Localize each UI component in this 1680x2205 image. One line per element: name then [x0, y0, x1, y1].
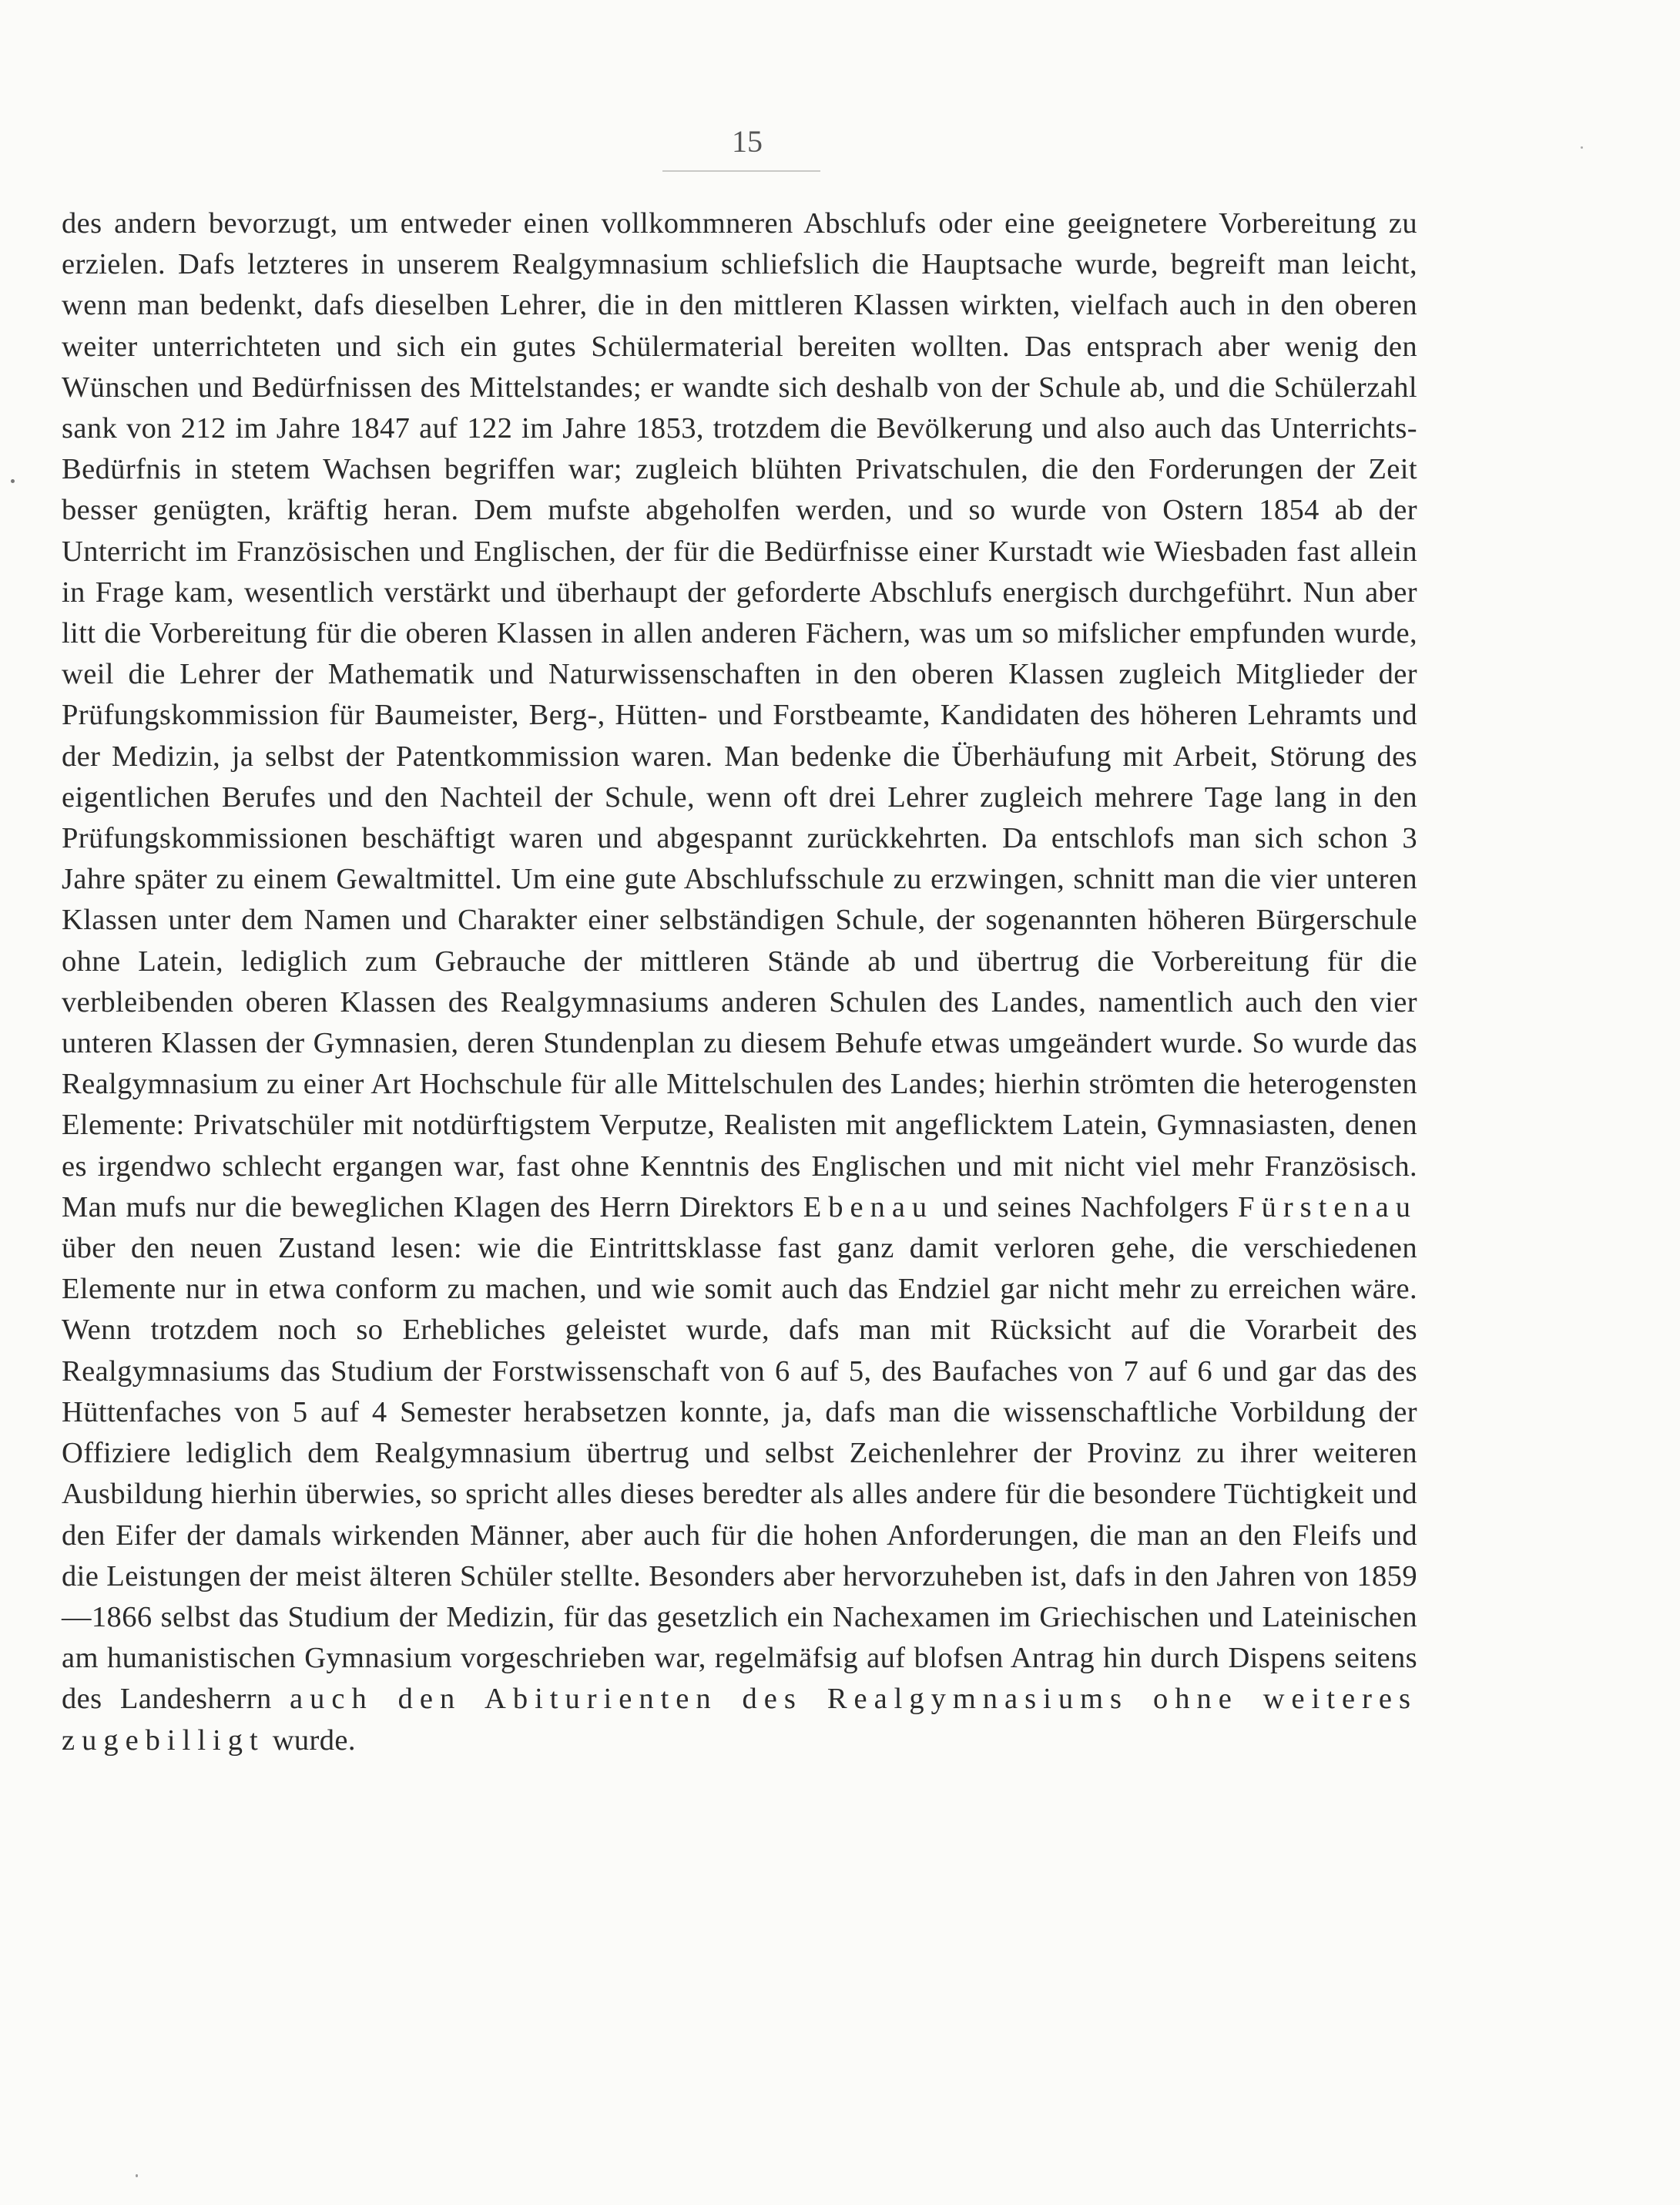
paragraph-text-part-1: des andern bevorzugt, um entweder einen vollkommneren Abschlufs oder eine geeignetere Vorbereitung zu erzielen. Dafs letzteres in unserem Realgymnasium schliefslich die Hauptsache wurde, begreift man leicht, wenn man bedenkt, dafs dieselben Lehrer, die in den mittleren Klassen wirkten, vielfach auch in den oberen weiter unterrichteten und sich ein gutes Schülermaterial bereiten wollten. Das entsprach aber wenig den Wünschen und Bedürfnissen des Mittelstandes; er wandte sich deshalb von der Schule ab, und die Schülerzahl sank von 212 im Jahre 1847 auf 122 im Jahre 1853, trotzdem die Bevölkerung und also auch das Unterrichts-Bedürfnis in stetem Wachsen begriffen war; zugleich blühten Privatschulen, die den Forderungen der Zeit besser genügten, kräftig heran. Dem mufste abgeholfen werden, und so wurde von Ostern 1854 ab der Unterricht im Französischen und Englischen, der für die Bedürfnisse einer Kurstadt wie Wiesbaden fast allein in Frage kam, wesentlich verstärkt und überhaupt der geforderte Abschlufs energisch durchgeführt. Nun aber litt die Vorbereitung für die oberen Klassen in allen anderen Fächern, was um so mifslicher empfunden wurde, weil die Lehrer der Mathematik und Naturwissenschaften in den oberen Klassen zugleich Mitglieder der Prüfungskommission für Baumeister, Berg-, Hütten- und Forstbeamte, Kandidaten des höheren Lehramts und der Medizin, ja selbst der Patentkommission waren. Man bedenke die Überhäufung mit Arbeit, Störung des eigentlichen Berufes und den Nachteil der Schule, wenn oft drei Lehrer zugleich mehrere Tage lang in den Prüfungskommissionen beschäftigt waren und abgespannt zurückkehrten. Da entschlofs man sich schon 3 Jahre später zu einem Gewaltmittel. Um eine gute Abschlufsschule zu erzwingen, schnitt man die vier unteren Klassen unter dem Namen und Charakter einer selbständigen Schule, der sogenannten höheren Bürgerschule ohne Latein, lediglich zum Gebrauche der mittleren Stände ab und übertrug die Vorbereitung für die verbleibenden oberen Klassen des Realgymnasiums anderen Schulen des Landes, namentlich auch den vier unteren Klassen der Gymnasien, deren Stundenplan zu diesem Behufe etwas umgeändert wurde. So wurde das Realgymnasium zu einer Art Hochschule für alle Mittelschulen des Landes; hierhin strömten die heterogensten Elemente: Privatschüler mit notdürftigstem Verputze, Realisten mit angeflicktem Latein, Gymnasiasten, denen es irgendwo schlecht ergangen war, fast ohne Kenntnis des Englischen und mit nicht viel mehr Französisch. Man mufs nur die beweglichen Klagen des Herrn Direktors — [62, 207, 1417, 1223]
spaced-name-fuerstenau: Fürstenau — [1238, 1190, 1417, 1223]
paragraph-text-part-3: über den neuen Zustand lesen: wie die Eintrittsklasse fast ganz damit verloren gehe, die verschiedenen Elemente nur in etwa conform zu machen, und wie somit auch das Endziel gar nicht mehr zu erreichen wäre. Wenn trotzdem noch so Erhebliches geleistet wurde, dafs man mit Rücksicht auf die Vorarbeit des Realgymnasiums das Studium der Forstwissenschaft von 6 auf 5, des Baufaches von 7 auf 6 und gar das des Hüttenfaches von 5 auf 4 Semester herabsetzen konnte, ja, dafs man die wissenschaftliche Vorbildung der Offiziere lediglich dem Realgymnasium übertrug und selbst Zeichenlehrer der Provinz zu ihrer weiteren Ausbildung hierhin überwies, so spricht alles dieses beredter als alles andere für die besondere Tüchtigkeit und den Eifer der damals wirkenden Männer, aber auch für die hohen Anforderungen, die man an den Fleifs und die Leistungen der meist älteren Schüler stellte. Besonders aber hervorzuheben ist, dafs in den Jahren von 1859—1866 selbst das Studium der Medizin, für das gesetzlich ein Nachexamen im Griechischen und Lateinischen am humanistischen Gymnasium vorgeschrieben war, regelmäfsig auf blofsen Antrag hin durch Dispens seitens des Landesherrn — [62, 1232, 1417, 1716]
header-rule — [662, 170, 820, 172]
spaced-emphasis: auch den Abiturienten des Realgymnasiums ohne weiteres zugebilligt — [62, 1683, 1417, 1757]
scan-speck — [136, 2174, 138, 2177]
paragraph-text-part-4: wurde. — [264, 1723, 356, 1757]
scan-speck — [11, 479, 15, 483]
page-number: 15 — [732, 124, 763, 159]
scan-speck — [1581, 146, 1583, 149]
body-paragraph — [62, 203, 1417, 1761]
spaced-name-ebenau: Ebenau — [803, 1190, 934, 1223]
paragraph-text-part-2: und seines Nachfolgers — [934, 1190, 1239, 1223]
